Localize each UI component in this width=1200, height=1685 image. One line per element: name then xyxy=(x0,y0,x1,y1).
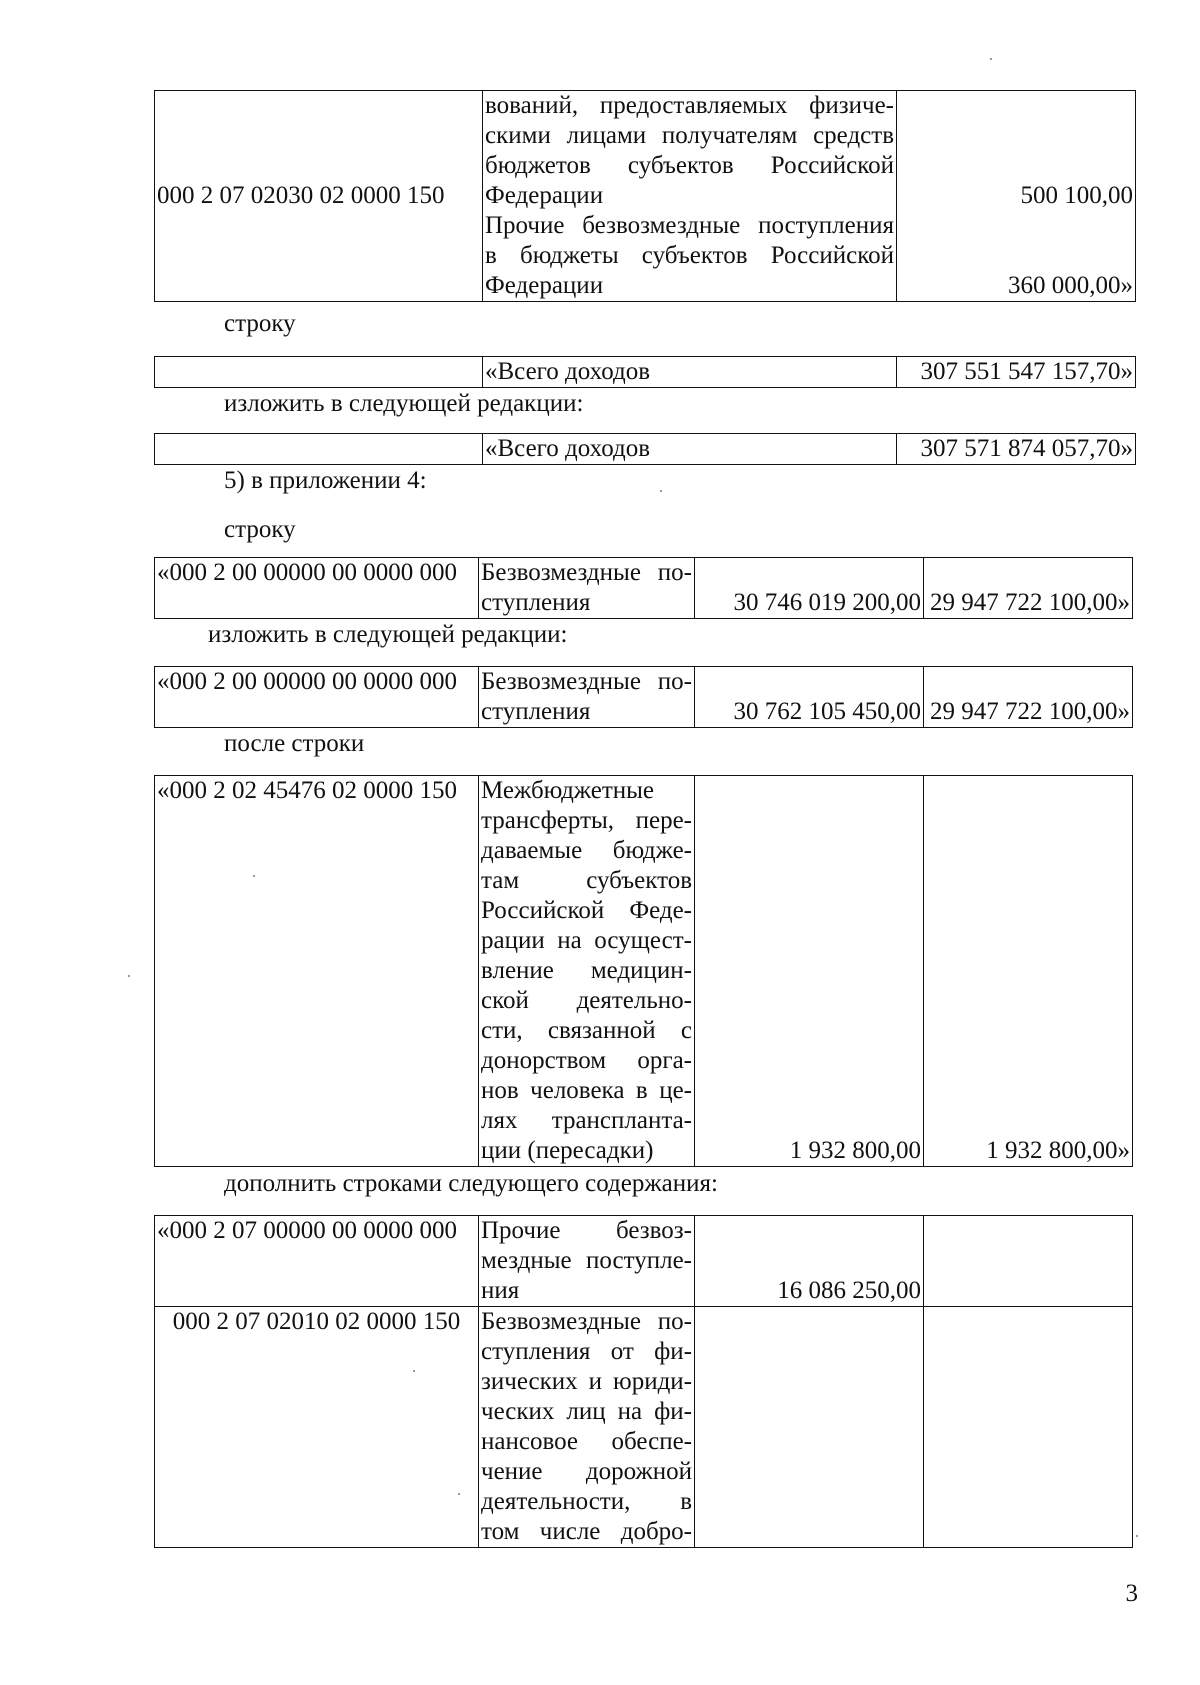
description-line: трансферты, пере- xyxy=(481,807,692,834)
scan-speck xyxy=(458,1493,460,1495)
total-value: 307 571 874 057,70» xyxy=(897,434,1136,465)
scan-speck xyxy=(990,58,992,60)
paragraph-stroku: строку xyxy=(224,516,296,543)
table-row xyxy=(155,91,1136,302)
amount-value: 360 000,00» xyxy=(1008,272,1133,299)
table-gratuitous-old xyxy=(154,557,1133,619)
description-line: ступления xyxy=(481,589,591,616)
description-line: лях транспланта- xyxy=(481,1107,692,1134)
paragraph-izlozhit: изложить в следующей редакции: xyxy=(208,621,568,648)
description-line: вление медицин- xyxy=(481,957,692,984)
description-cell xyxy=(479,667,695,728)
description-cell xyxy=(479,1216,695,1307)
description-line: зических и юриди- xyxy=(481,1368,692,1395)
table-revenue-continuation xyxy=(154,90,1136,302)
table-other-gratuitous xyxy=(154,1215,1133,1548)
description-line: нов человека в це- xyxy=(481,1077,692,1104)
amount-value xyxy=(924,1307,1133,1548)
budget-code: 000 2 07 02030 02 0000 150 xyxy=(155,91,483,302)
description-line: даваемые бюдже- xyxy=(481,837,692,864)
description-line: Федерации xyxy=(485,182,604,209)
description-line: том числе добро- xyxy=(481,1518,692,1545)
table-row xyxy=(155,1216,1133,1307)
amount-value xyxy=(695,1307,924,1548)
description-line: нансовое обеспе- xyxy=(481,1428,692,1455)
description-cell xyxy=(479,776,695,1167)
description-cell xyxy=(479,1307,695,1548)
budget-code: «000 2 02 45476 02 0000 150 xyxy=(155,776,479,1167)
description-line: ческих лиц на фи- xyxy=(481,1398,692,1425)
description-cell xyxy=(479,558,695,619)
amount-value xyxy=(924,1216,1133,1307)
amount-value: 29 947 722 100,00» xyxy=(924,558,1133,619)
description-line: скими лицами получателям средств xyxy=(485,122,894,149)
budget-code: «000 2 00 00000 00 0000 000 xyxy=(155,667,479,728)
description-line: ской деятельно- xyxy=(481,987,692,1014)
amount-value: 30 746 019 200,00 xyxy=(695,558,924,619)
description-cell xyxy=(483,91,897,302)
description-line: Безвозмездные по- xyxy=(481,559,692,586)
scan-speck xyxy=(660,490,662,492)
scan-speck xyxy=(1136,1535,1138,1537)
description-line: деятельности, в xyxy=(481,1488,692,1515)
empty-cell xyxy=(155,357,483,388)
description-line: Прочие безвозмездные поступления xyxy=(485,212,894,239)
paragraph-after-row: после строки xyxy=(224,730,365,757)
description-line: Межбюджетные xyxy=(481,777,655,804)
total-label: «Всего доходов xyxy=(483,434,897,465)
description-line: мездные поступле- xyxy=(481,1247,692,1274)
paragraph-izlozhit: изложить в следующей редакции: xyxy=(224,390,584,417)
table-row xyxy=(155,558,1133,619)
table-transfers xyxy=(154,775,1133,1167)
paragraph-stroku: строку xyxy=(224,310,296,337)
description-line: Безвозмездные по- xyxy=(481,668,692,695)
amount-value: 29 947 722 100,00» xyxy=(924,667,1133,728)
description-line: вований, предоставляемых физиче- xyxy=(485,92,894,119)
amount-value: 30 762 105 450,00 xyxy=(695,667,924,728)
description-line: Российской Феде- xyxy=(481,897,692,924)
paragraph-add-rows: дополнить строками следующего содержания: xyxy=(224,1170,718,1197)
budget-code: «000 2 00 00000 00 0000 000 xyxy=(155,558,479,619)
description-line: ступления от фи- xyxy=(481,1338,692,1365)
table-row xyxy=(155,357,1136,388)
description-line: рации на осущест- xyxy=(481,927,692,954)
description-line: в бюджеты субъектов Российской xyxy=(485,242,894,269)
amount-value: 1 932 800,00 xyxy=(695,776,924,1167)
amount-value: 500 100,00 xyxy=(1020,182,1133,209)
description-line: ния xyxy=(481,1277,520,1304)
description-line: Безвозмездные по- xyxy=(481,1308,692,1335)
description-line: Федерации xyxy=(485,272,604,299)
table-row xyxy=(155,434,1136,465)
description-line: чение дорожной xyxy=(481,1458,692,1485)
empty-cell xyxy=(155,434,483,465)
description-line: донорством орга- xyxy=(481,1047,692,1074)
scan-speck xyxy=(128,975,130,977)
table-total-old xyxy=(154,356,1136,388)
table-gratuitous-new xyxy=(154,666,1133,728)
page-number: 3 xyxy=(1125,1580,1138,1607)
table-row xyxy=(155,667,1133,728)
table-total-new xyxy=(154,433,1136,465)
amount-value: 16 086 250,00 xyxy=(695,1216,924,1307)
budget-code: 000 2 07 02010 02 0000 150 xyxy=(155,1307,479,1548)
scan-speck xyxy=(253,875,255,877)
description-line: ции (пересадки) xyxy=(481,1137,654,1164)
description-line: ступления xyxy=(481,698,591,725)
amount-value: 1 932 800,00» xyxy=(924,776,1133,1167)
description-line: там субъектов xyxy=(481,867,692,894)
total-value: 307 551 547 157,70» xyxy=(897,357,1136,388)
description-line: бюджетов субъектов Российской xyxy=(485,152,894,179)
total-label: «Всего доходов xyxy=(483,357,897,388)
table-row xyxy=(155,1307,1133,1548)
description-line: Прочие безвоз- xyxy=(481,1217,692,1244)
paragraph-appendix: 5) в приложении 4: xyxy=(224,467,427,494)
scan-speck xyxy=(413,1370,415,1372)
description-line: сти, связанной с xyxy=(481,1017,692,1044)
budget-code: «000 2 07 00000 00 0000 000 xyxy=(155,1216,479,1307)
table-row xyxy=(155,776,1133,1167)
amount-cell xyxy=(897,91,1136,302)
